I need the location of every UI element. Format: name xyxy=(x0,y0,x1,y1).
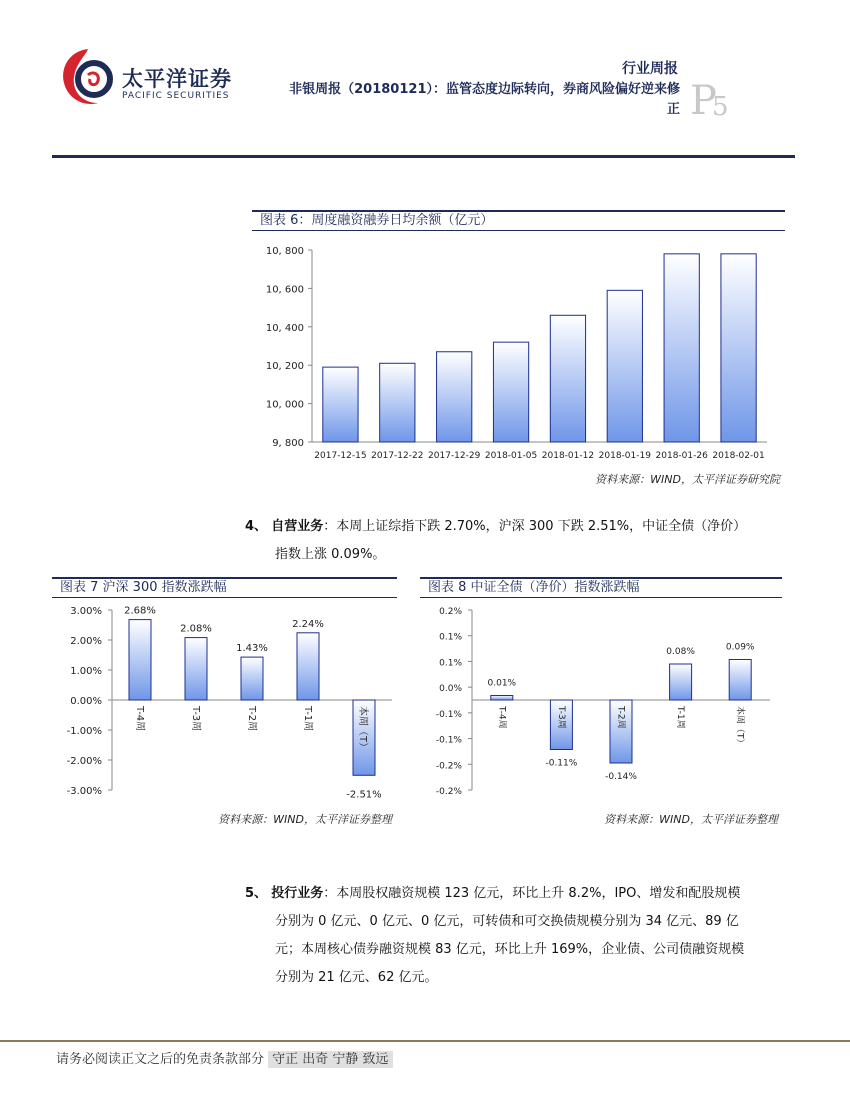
logo-text-en: PACIFIC SECURITIES xyxy=(122,91,230,101)
page-number: 5 xyxy=(712,92,729,122)
x-tick-label: 2018-01-12 xyxy=(541,451,595,461)
bar xyxy=(491,696,513,701)
company-logo xyxy=(58,45,288,115)
x-tick-label: 2017-12-22 xyxy=(371,451,424,461)
figure8-source: 资料来源：WIND，太平洋证券整理 xyxy=(604,813,778,826)
x-tick-label: T-1周 xyxy=(675,706,686,729)
data-label: 1.43% xyxy=(236,643,268,655)
bar xyxy=(550,315,585,442)
figure8 xyxy=(420,577,782,598)
section4-text2: 指数上涨 0.09%。 xyxy=(275,547,386,562)
bar xyxy=(437,352,472,442)
data-label: 0.09% xyxy=(725,642,755,653)
data-label: 0.01% xyxy=(487,678,517,689)
data-label: -0.14% xyxy=(605,772,637,782)
y-tick-label: -0.2% xyxy=(435,761,462,772)
y-tick-label: -0.2% xyxy=(435,787,462,797)
header-rule xyxy=(52,155,795,158)
x-tick-label: T-1周 xyxy=(302,706,313,732)
y-tick-label: 0.1% xyxy=(439,632,462,643)
x-tick-label: T-4周 xyxy=(134,706,145,732)
bar xyxy=(380,363,415,442)
x-tick-label: 2018-01-05 xyxy=(484,451,538,461)
section5-number: 5、 xyxy=(245,886,268,901)
y-tick-label: -0.1% xyxy=(435,709,462,720)
figure6 xyxy=(252,210,785,231)
y-tick-label: -3.00% xyxy=(66,786,102,797)
y-tick-label: 10, 200 xyxy=(265,361,304,373)
section5-paragraph xyxy=(245,880,790,992)
section5-text3: 元；本周核心债券融资规模 83 亿元，环比上升 169%，企业债、公司债融资规模 xyxy=(275,942,745,957)
y-tick-label: 0.1% xyxy=(439,658,462,669)
figure8-chart xyxy=(420,597,782,805)
data-label: 2.68% xyxy=(124,605,156,617)
x-tick-label: 2018-01-19 xyxy=(598,451,651,461)
y-tick-label: 1.00% xyxy=(70,666,102,677)
figure7 xyxy=(52,577,397,598)
section5-text4: 分别为 21 亿元、62 亿元。 xyxy=(275,970,438,985)
figure7-chart xyxy=(52,597,397,805)
bar xyxy=(129,620,151,700)
footer-disclaimer: 请务必阅读正文之后的免责条款部分 xyxy=(56,1052,265,1067)
bar xyxy=(664,254,699,442)
page-letter: P xyxy=(690,78,717,124)
data-label: 2.08% xyxy=(180,623,212,635)
y-tick-label: 0.2% xyxy=(439,607,462,617)
y-tick-label: 10, 800 xyxy=(265,246,304,257)
y-tick-label: -1.00% xyxy=(66,726,102,737)
bar xyxy=(607,290,642,442)
y-tick-label: 0.0% xyxy=(439,684,462,695)
x-tick-label: T-3周 xyxy=(555,706,566,729)
bar xyxy=(670,664,692,700)
bar xyxy=(493,342,528,442)
footer-rule xyxy=(0,1040,850,1042)
x-tick-label: T-4周 xyxy=(496,706,507,729)
x-tick-label: T-3周 xyxy=(190,706,201,732)
section4-line1 xyxy=(245,513,785,541)
y-tick-label: 3.00% xyxy=(70,606,102,617)
x-tick-label: 本周（T） xyxy=(734,706,745,748)
report-title-line2: 正 xyxy=(666,102,680,117)
y-tick-label: 10, 400 xyxy=(265,322,304,334)
y-tick-label: -2.00% xyxy=(66,756,102,767)
x-tick-label: 本周（T） xyxy=(357,706,368,753)
report-title xyxy=(262,80,680,120)
figure7-source: 资料来源：WIND，太平洋证券整理 xyxy=(218,813,392,826)
section4-heading: 自营业务 xyxy=(271,519,324,534)
bar xyxy=(729,660,751,701)
y-tick-label: 2.00% xyxy=(70,636,102,647)
section5-text2: 分别为 0 亿元、0 亿元、0 亿元，可转债和可交换债规模分别为 34 亿元、89 亿 xyxy=(275,914,739,929)
logo-text-cn: 太平洋证券 xyxy=(122,67,232,91)
y-tick-label: 10, 000 xyxy=(265,399,304,411)
x-tick-label: T-2周 xyxy=(615,706,626,729)
section4-number: 4、 xyxy=(245,519,268,534)
x-tick-label: 2018-01-26 xyxy=(655,451,708,461)
data-label: 2.24% xyxy=(292,618,324,630)
bar xyxy=(721,254,756,442)
figure8-title: 图表 8 中证全债（净价）指数涨跌幅 xyxy=(420,577,782,598)
figure6-title: 图表 6：周度融资融券日均余额（亿元） xyxy=(252,210,785,231)
figure6-chart xyxy=(252,232,785,468)
bar xyxy=(241,657,263,700)
y-tick-label: 10, 600 xyxy=(265,284,304,296)
section5-heading: 投行业务 xyxy=(271,886,324,901)
report-title-line1: 非银周报（20180121）：监管态度边际转向，券商风险偏好逆来修 xyxy=(289,82,680,97)
report-category: 行业周报 xyxy=(622,61,678,77)
x-tick-label: 2017-12-15 xyxy=(314,451,367,461)
footer-motto: 守正 出奇 宁静 致远 xyxy=(268,1051,392,1068)
bar xyxy=(297,633,319,700)
y-tick-label: -0.1% xyxy=(435,735,462,746)
y-tick-label: 9, 800 xyxy=(272,438,304,449)
logo-mark-icon xyxy=(58,45,118,109)
figure6-source: 资料来源：WIND，太平洋证券研究院 xyxy=(595,473,780,486)
data-label: -0.11% xyxy=(545,758,578,769)
section4-paragraph xyxy=(245,513,785,569)
data-label: 0.08% xyxy=(666,647,695,657)
section5-line1 xyxy=(245,880,790,908)
section4-text1: ：本周上证综指下跌 2.70%，沪深 300 下跌 2.51%，中证全债（净价） xyxy=(323,519,747,534)
figure7-title: 图表 7 沪深 300 指数涨跌幅 xyxy=(52,577,397,598)
x-tick-label: 2018-02-01 xyxy=(712,451,765,461)
y-tick-label: 0.00% xyxy=(70,696,102,707)
x-tick-label: T-2周 xyxy=(246,706,257,732)
bar xyxy=(323,367,358,442)
data-label: -2.51% xyxy=(346,789,382,801)
bar xyxy=(185,638,207,700)
section5-text1: ：本周股权融资规模 123 亿元，环比上升 8.2%，IPO、增发和配股规模 xyxy=(323,886,741,901)
footer xyxy=(56,1048,393,1067)
x-tick-label: 2017-12-29 xyxy=(428,451,481,461)
